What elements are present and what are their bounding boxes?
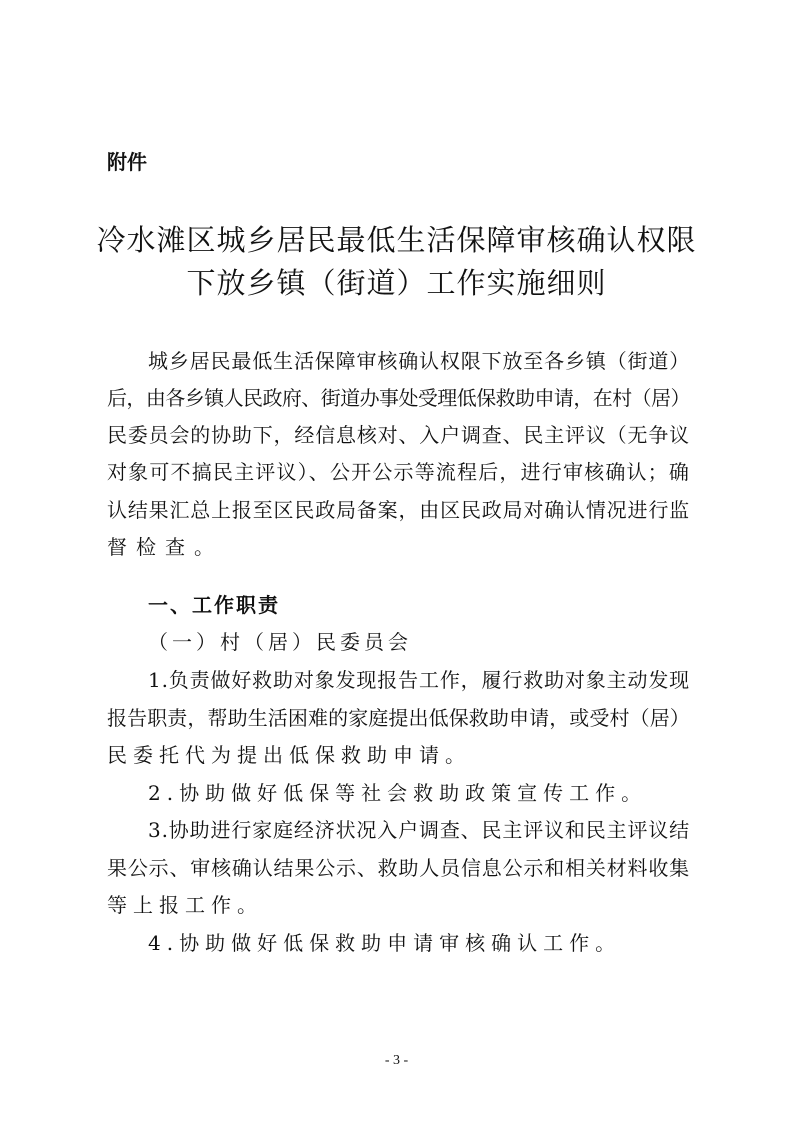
intro-line: 认结果汇总上报至区民政局备案，由区民政局对确认情况进行监	[107, 498, 690, 522]
intro-line: 对象可不搞民主评议）、公开公示等流程后，进行审核确认；确	[107, 460, 691, 484]
item-line: 民委托代为提出低保救助申请。	[107, 743, 471, 767]
section-heading: 一、工作职责	[148, 593, 280, 617]
item-line: 果公示、审核确认结果公示、救助人员信息公示和相关材料收集	[107, 856, 690, 880]
intro-line: 民委员会的协助下，经信息核对、入户调查、民主评议（无争议	[107, 423, 690, 447]
item-line: 4.协助做好低保救助申请审核确认工作。	[148, 931, 622, 955]
intro-line: 督检查。	[107, 535, 223, 559]
item-line: 3.协助进行家庭经济状况入户调查、民主评议和民主评议结	[148, 818, 691, 842]
item-line: 2.协助做好低保等社会救助政策宣传工作。	[148, 781, 648, 805]
subsection-heading: （一）村（居）民委员会	[148, 630, 412, 654]
item-line: 1.负责做好救助对象发现报告工作，履行救助对象主动发现	[148, 668, 691, 692]
intro-line: 城乡居民最低生活保障审核确认权限下放至各乡镇（街道）	[148, 349, 691, 373]
document-title-line-2: 下放乡镇（街道）工作实施细则	[186, 266, 607, 300]
document-title-line-1: 冷水滩区城乡居民最低生活保障审核确认权限	[96, 223, 697, 257]
page-number: - 3 -	[384, 1053, 409, 1068]
attachment-label: 附件	[107, 150, 147, 174]
item-line: 等上报工作。	[107, 893, 263, 917]
intro-line: 后，由各乡镇人民政府、街道办事处受理低保救助申请，在村（居）	[107, 386, 690, 410]
item-line: 报告职责，帮助生活困难的家庭提出低保救助申请，或受村（居）	[107, 706, 690, 730]
